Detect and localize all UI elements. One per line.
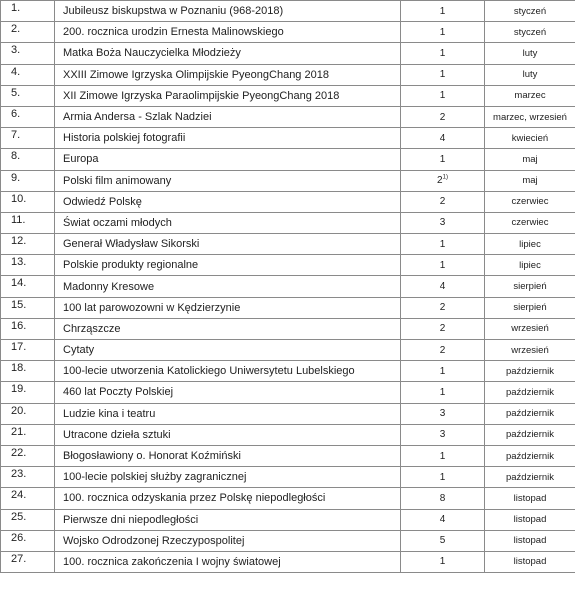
issue-month: listopad — [513, 514, 547, 526]
stamp-quantity: 5 — [439, 535, 446, 547]
stamp-quantity: 1 — [439, 471, 446, 483]
row-number-cell — [1, 530, 55, 551]
table-row — [1, 255, 575, 276]
stamp-title-cell — [55, 106, 401, 127]
row-number-cell — [1, 467, 55, 488]
issue-month-cell — [485, 128, 575, 149]
stamp-title: 100 lat parowozowni w Kędzierzynie — [63, 301, 241, 314]
stamp-quantity-cell — [401, 43, 485, 64]
issue-month-cell — [485, 551, 575, 572]
issue-month: październik — [505, 471, 555, 483]
issue-month-cell — [485, 170, 575, 191]
stamp-quantity-cell — [401, 85, 485, 106]
issue-month: sierpień — [513, 302, 547, 314]
stamp-quantity-cell — [401, 191, 485, 212]
issue-month: październik — [505, 429, 555, 441]
row-number-cell — [1, 340, 55, 361]
stamp-title-cell — [55, 128, 401, 149]
stamp-quantity: 2 — [437, 175, 443, 187]
stamp-title: Świat oczami młodych — [63, 216, 172, 229]
row-number: 6. — [11, 107, 21, 120]
stamp-title-cell — [55, 445, 401, 466]
stamp-quantity-cell — [401, 361, 485, 382]
table-row — [1, 509, 575, 530]
issue-month-cell — [485, 276, 575, 297]
row-number: 25. — [11, 510, 27, 523]
stamp-quantity: 1 — [439, 5, 446, 17]
row-number: 1. — [11, 2, 21, 14]
row-number: 14. — [11, 277, 27, 290]
row-number-cell — [1, 22, 55, 43]
stamp-title-cell — [55, 43, 401, 64]
stamp-title-cell — [55, 488, 401, 509]
issue-month-cell — [485, 424, 575, 445]
table-row — [1, 234, 575, 255]
stamp-title: Utracone dzieła sztuki — [63, 428, 171, 441]
stamp-quantity-cell — [401, 212, 485, 233]
stamp-quantity-cell — [401, 297, 485, 318]
stamp-quantity: 2 — [439, 196, 446, 208]
row-number: 4. — [11, 65, 21, 78]
issue-month-cell — [485, 488, 575, 509]
issue-month-cell — [485, 467, 575, 488]
stamp-quantity: 1 — [439, 26, 446, 38]
issue-month: wrzesień — [511, 344, 549, 356]
table-row — [1, 212, 575, 233]
stamp-title-cell — [55, 297, 401, 318]
row-number: 20. — [11, 404, 27, 417]
issue-month: październik — [505, 450, 555, 462]
row-number-cell — [1, 509, 55, 530]
row-number: 13. — [11, 256, 27, 269]
row-number: 24. — [11, 489, 27, 502]
row-number: 12. — [11, 235, 27, 248]
table-row — [1, 361, 575, 382]
issue-month-cell — [485, 212, 575, 233]
issue-month-cell — [485, 382, 575, 403]
stamp-title: Jubileusz biskupstwa w Poznaniu (968-2018) — [63, 5, 284, 18]
row-number-cell — [1, 297, 55, 318]
table-row — [1, 149, 575, 170]
stamp-title: Wojsko Odrodzonej Rzeczypospolitej — [63, 534, 245, 547]
stamp-quantity: 1 — [439, 153, 446, 165]
stamp-title: Cytaty — [63, 344, 95, 357]
issue-month: lipiec — [519, 259, 541, 271]
stamp-quantity-cell — [401, 424, 485, 445]
stamp-title: Matka Boża Nauczycielka Młodzieży — [63, 47, 241, 60]
stamp-quantity-cell — [401, 128, 485, 149]
row-number: 8. — [11, 150, 21, 163]
issue-month: marzec, wrzesień — [493, 111, 567, 123]
row-number: 16. — [11, 319, 27, 332]
row-number: 27. — [11, 552, 27, 565]
table-row — [1, 170, 575, 191]
row-number-cell — [1, 212, 55, 233]
issue-month: czerwiec — [511, 217, 549, 229]
table-row — [1, 128, 575, 149]
row-number: 23. — [11, 468, 27, 481]
issue-month: wrzesień — [511, 323, 549, 335]
issue-month-cell — [485, 1, 575, 22]
stamp-quantity-cell — [401, 509, 485, 530]
stamp-title-cell — [55, 340, 401, 361]
stamp-title-cell — [55, 1, 401, 22]
table-row — [1, 488, 575, 509]
table-body — [1, 1, 575, 573]
row-number-cell — [1, 149, 55, 170]
row-number: 19. — [11, 383, 27, 396]
stamp-title-cell — [55, 424, 401, 445]
stamp-quantity: 2 — [439, 111, 446, 123]
table-row — [1, 551, 575, 572]
stamp-quantity: 2 — [439, 323, 446, 335]
stamp-quantity: 8 — [439, 492, 446, 504]
stamp-quantity-cell — [401, 530, 485, 551]
issue-month: luty — [522, 69, 538, 81]
stamp-title: Polski film animowany — [63, 174, 172, 187]
issue-month: lipiec — [519, 238, 541, 250]
stamp-quantity: 1 — [439, 259, 446, 271]
stamp-title-cell — [55, 403, 401, 424]
issue-month-cell — [485, 22, 575, 43]
issue-month-cell — [485, 361, 575, 382]
row-number: 18. — [11, 362, 27, 375]
table-row — [1, 43, 575, 64]
stamp-quantity: 1 — [439, 556, 446, 568]
issue-month-cell — [485, 297, 575, 318]
stamp-title: 100-lecie polskiej służby zagranicznej — [63, 471, 247, 484]
stamp-title-cell — [55, 276, 401, 297]
row-number-cell — [1, 361, 55, 382]
stamp-title-cell — [55, 212, 401, 233]
row-number: 9. — [11, 171, 21, 184]
stamp-quantity-cell — [401, 106, 485, 127]
stamp-title-cell — [55, 551, 401, 572]
issue-month-cell — [485, 318, 575, 339]
row-number-cell — [1, 445, 55, 466]
stamp-title-cell — [55, 467, 401, 488]
row-number: 7. — [11, 129, 21, 142]
stamp-title: XXIII Zimowe Igrzyska Olimpijskie PyeongChang 2018 — [63, 68, 329, 81]
stamp-quantity-cell — [401, 64, 485, 85]
issue-month-cell — [485, 445, 575, 466]
issue-month-cell — [485, 234, 575, 255]
table-row — [1, 403, 575, 424]
row-number-cell — [1, 382, 55, 403]
stamp-quantity-cell — [401, 1, 485, 22]
row-number: 22. — [11, 446, 27, 459]
row-number-cell — [1, 234, 55, 255]
issue-month-cell — [485, 530, 575, 551]
row-number-cell — [1, 403, 55, 424]
issue-month-cell — [485, 403, 575, 424]
issue-month: czerwiec — [511, 196, 549, 208]
row-number-cell — [1, 255, 55, 276]
stamp-title: XII Zimowe Igrzyska Paraolimpijskie PyeongChang 2018 — [63, 89, 340, 102]
row-number-cell — [1, 128, 55, 149]
table-row — [1, 340, 575, 361]
stamp-title: Błogosławiony o. Honorat Koźmiński — [63, 450, 241, 463]
row-number: 17. — [11, 341, 27, 353]
stamp-title-cell — [55, 530, 401, 551]
stamp-title-cell — [55, 361, 401, 382]
table-row — [1, 382, 575, 403]
stamp-title-cell — [55, 234, 401, 255]
stamp-title-cell — [55, 382, 401, 403]
issue-month-cell — [485, 43, 575, 64]
stamp-quantity: 1 — [439, 386, 446, 398]
issue-month: październik — [505, 386, 555, 398]
stamp-title-cell — [55, 22, 401, 43]
row-number: 11. — [11, 213, 26, 226]
table-row — [1, 106, 575, 127]
stamp-title: Odwiedź Polskę — [63, 195, 142, 208]
stamp-title: Pierwsze dni niepodległości — [63, 513, 199, 526]
stamp-quantity-cell — [401, 234, 485, 255]
row-number-cell — [1, 64, 55, 85]
issue-month-cell — [485, 106, 575, 127]
stamp-title: Generał Władysław Sikorski — [63, 238, 200, 251]
issue-month: listopad — [513, 556, 547, 568]
issue-month: marzec — [514, 90, 546, 102]
stamp-title: Historia polskiej fotografii — [63, 132, 186, 145]
table-row — [1, 445, 575, 466]
issue-month: sierpień — [513, 281, 547, 293]
stamp-title: Armia Andersa - Szlak Nadziei — [63, 111, 212, 124]
stamp-quantity-cell — [401, 382, 485, 403]
stamp-quantity: 3 — [439, 429, 446, 441]
stamp-quantity-cell — [401, 340, 485, 361]
table-row — [1, 530, 575, 551]
footnote-marker: 1) — [442, 174, 448, 181]
stamp-title-cell — [55, 85, 401, 106]
row-number: 2. — [11, 23, 21, 36]
issue-month-cell — [485, 255, 575, 276]
stamp-quantity-cell — [401, 255, 485, 276]
table-row — [1, 22, 575, 43]
stamp-quantity-cell — [401, 318, 485, 339]
stamp-quantity: 4 — [439, 514, 446, 526]
issue-month: październik — [505, 408, 555, 420]
issue-month: luty — [522, 47, 538, 59]
row-number: 5. — [11, 86, 21, 99]
stamp-title: 100. rocznica zakończenia I wojny światowej — [63, 555, 281, 568]
stamp-quantity: 4 — [439, 281, 446, 293]
stamp-title: Ludzie kina i teatru — [63, 407, 156, 420]
stamp-title: Europa — [63, 153, 99, 166]
table-row — [1, 276, 575, 297]
stamp-title-cell — [55, 318, 401, 339]
row-number-cell — [1, 106, 55, 127]
stamp-quantity: 4 — [439, 132, 446, 144]
row-number-cell — [1, 1, 55, 22]
stamp-title: Polskie produkty regionalne — [63, 259, 199, 272]
issue-month-cell — [485, 340, 575, 361]
row-number-cell — [1, 551, 55, 572]
stamp-quantity-cell — [401, 149, 485, 170]
table-row — [1, 424, 575, 445]
stamp-quantity: 2 — [439, 344, 446, 356]
stamp-quantity: 3 — [439, 408, 446, 420]
row-number-cell — [1, 85, 55, 106]
stamp-quantity: 1 — [439, 365, 446, 377]
stamp-title: 100-lecie utworzenia Katolickiego Uniwersytetu Lubelskiego — [63, 365, 355, 378]
row-number-cell — [1, 424, 55, 445]
row-number: 10. — [11, 192, 27, 205]
stamp-quantity: 1 — [439, 238, 446, 250]
table-row — [1, 1, 575, 22]
stamp-quantity-cell — [401, 403, 485, 424]
row-number-cell — [1, 276, 55, 297]
stamp-title: 200. rocznica urodzin Ernesta Malinowskiego — [63, 26, 284, 39]
stamp-title: Madonny Kresowe — [63, 280, 155, 293]
issue-month-cell — [485, 509, 575, 530]
issue-month: listopad — [513, 535, 547, 547]
stamp-title: 100. rocznica odzyskania przez Polskę niepodległości — [63, 492, 326, 505]
row-number-cell — [1, 43, 55, 64]
table-row — [1, 318, 575, 339]
stamp-title-cell — [55, 64, 401, 85]
stamp-quantity-cell — [401, 488, 485, 509]
stamp-title-cell — [55, 509, 401, 530]
table-row — [1, 64, 575, 85]
issue-month: maj — [522, 175, 538, 187]
row-number: 15. — [11, 298, 27, 311]
row-number: 26. — [11, 531, 27, 544]
table-row — [1, 85, 575, 106]
row-number-cell — [1, 170, 55, 191]
row-number-cell — [1, 488, 55, 509]
row-number-cell — [1, 318, 55, 339]
issue-month: styczeń — [513, 5, 547, 17]
stamp-quantity: 2 — [439, 302, 446, 314]
issue-month-cell — [485, 191, 575, 212]
issue-month: październik — [505, 365, 555, 377]
table-row — [1, 191, 575, 212]
stamp-title-cell — [55, 255, 401, 276]
stamp-title: Chrząszcze — [63, 322, 121, 335]
stamp-title: 460 lat Poczty Polskiej — [63, 386, 174, 399]
table-row — [1, 297, 575, 318]
stamp-title-cell — [55, 149, 401, 170]
stamp-quantity: 3 — [439, 217, 446, 229]
issue-month: kwiecień — [511, 132, 549, 144]
issue-month: maj — [522, 153, 538, 165]
stamp-title-cell — [55, 170, 401, 191]
row-number-cell — [1, 191, 55, 212]
row-number: 3. — [11, 44, 21, 57]
stamp-quantity: 1 — [439, 47, 446, 59]
stamp-quantity-cell — [401, 22, 485, 43]
issue-month: styczeń — [513, 26, 547, 38]
stamp-quantity: 1 — [439, 450, 446, 462]
table-row — [1, 467, 575, 488]
stamp-quantity-cell — [401, 551, 485, 572]
issue-month-cell — [485, 85, 575, 106]
stamp-title-cell — [55, 191, 401, 212]
issue-month: listopad — [513, 492, 547, 504]
stamp-quantity: 1 — [439, 90, 446, 102]
stamp-quantity-cell — [401, 276, 485, 297]
stamp-quantity-cell — [401, 445, 485, 466]
issue-month-cell — [485, 64, 575, 85]
issue-month-cell — [485, 149, 575, 170]
stamp-quantity-cell — [401, 170, 485, 191]
stamp-quantity: 1 — [439, 69, 446, 81]
stamp-quantity-cell — [401, 467, 485, 488]
row-number: 21. — [11, 425, 27, 438]
